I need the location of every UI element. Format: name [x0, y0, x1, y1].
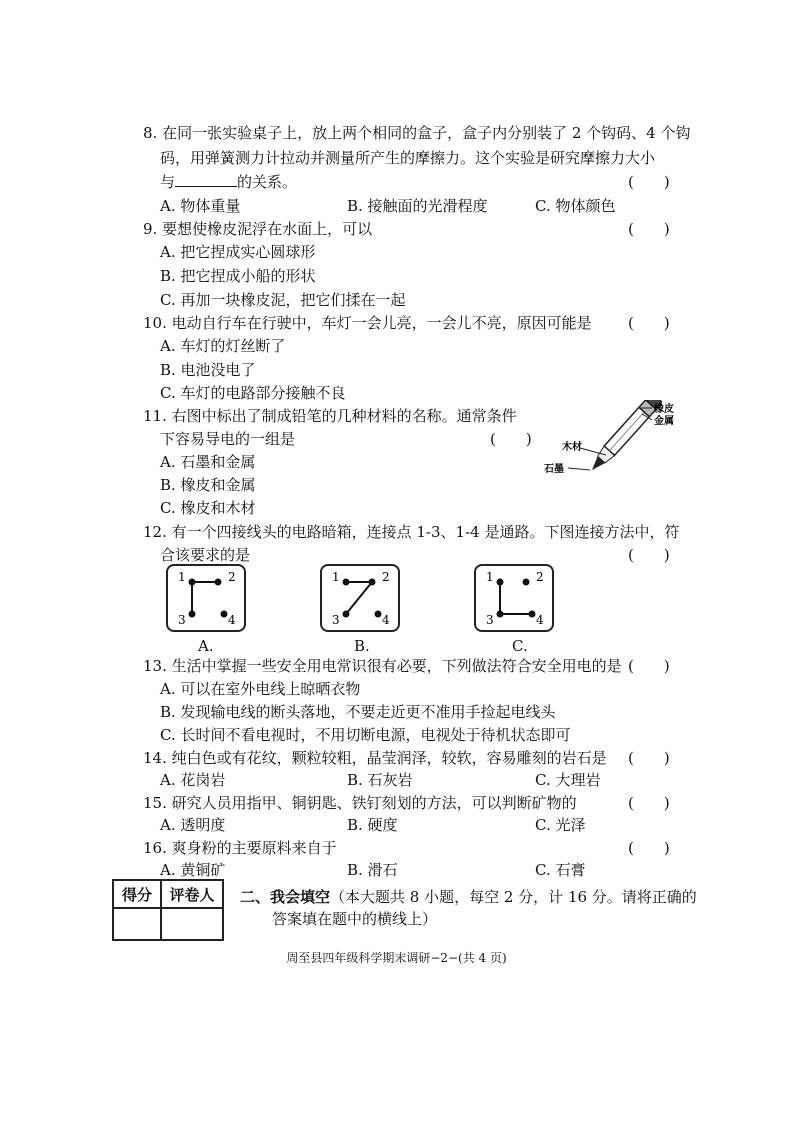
q14-answer-paren[interactable]: ( ) — [628, 749, 670, 767]
svg-text:2: 2 — [536, 570, 544, 584]
label-wood: 木材 — [562, 442, 582, 453]
grader-header: 评卷人 — [161, 880, 223, 908]
q11-answer-paren[interactable]: ( ) — [490, 430, 532, 448]
q13-option-c[interactable]: C. 长时间不看电视时，不用切断电源，电视处于待机状态即可 — [160, 726, 571, 744]
score-cell[interactable] — [113, 908, 161, 940]
circuit-box-c-label: C. — [512, 637, 528, 655]
q10-option-c[interactable]: C. 车灯的电路部分接触不良 — [160, 384, 346, 402]
page-footer: 周至县四年级科学期末调研−2−(共 4 页) — [286, 951, 507, 965]
q10-option-b[interactable]: B. 电池没电了 — [160, 361, 256, 379]
svg-text:4: 4 — [382, 613, 390, 627]
label-graphite: 石墨 — [544, 464, 564, 475]
q16-stem: 16. 爽身粉的主要原料来自于 — [143, 839, 337, 857]
q15-option-a[interactable]: A. 透明度 — [160, 816, 226, 834]
score-table — [112, 879, 224, 941]
q16-option-a[interactable]: A. 黄铜矿 — [160, 861, 226, 879]
svg-text:1: 1 — [486, 570, 494, 584]
q14-option-c[interactable]: C. 大理岩 — [535, 771, 601, 789]
q12-stem-line2: 合该要求的是 — [160, 546, 251, 564]
q10-stem: 10. 电动自行车在行驶中，车灯一会儿亮，一会儿不亮，原因可能是 — [143, 314, 592, 332]
q15-option-b[interactable]: B. 硬度 — [347, 816, 398, 834]
q12-stem-line1: 12. 有一个四接线头的电路暗箱，连接点 1-3、1-4 是通路。下图连接方法中，符 — [143, 523, 680, 541]
q15-option-c[interactable]: C. 光泽 — [535, 816, 586, 834]
svg-text:4: 4 — [536, 613, 544, 627]
q16-option-b[interactable]: B. 滑石 — [347, 861, 398, 879]
q8-option-c[interactable]: C. 物体颜色 — [535, 197, 616, 215]
q9-option-c[interactable]: C. 再加一块橡皮泥，把它们揉在一起 — [160, 291, 406, 309]
section2-heading — [240, 886, 697, 908]
q11-stem-line2: 下容易导电的一组是 — [160, 430, 296, 448]
q9-answer-paren[interactable]: ( ) — [628, 220, 670, 238]
q8-option-b[interactable]: B. 接触面的光滑程度 — [347, 197, 488, 215]
circuit-box-a-label: A. — [198, 637, 214, 655]
svg-text:4: 4 — [228, 613, 236, 627]
q8-stem-suffix: 的关系。 — [237, 173, 298, 191]
q8-stem-line3 — [160, 172, 297, 192]
q13-option-a[interactable]: A. 可以在室外电线上晾晒衣物 — [160, 680, 361, 698]
pencil-figure — [540, 400, 690, 480]
svg-text:2: 2 — [228, 570, 236, 584]
q14-option-b[interactable]: B. 石灰岩 — [347, 771, 413, 789]
q12-answer-paren[interactable]: ( ) — [628, 546, 670, 564]
q11-stem-line1: 11. 右图中标出了制成铅笔的几种材料的名称。通常条件 — [143, 407, 517, 425]
q8-stem-line2: 码，用弹簧测力计拉动并测量所产生的摩擦力。这个实验是研究摩擦力大小 — [160, 149, 656, 167]
q10-option-a[interactable]: A. 车灯的灯丝断了 — [160, 337, 286, 355]
circuit-box-b-label: B. — [354, 637, 370, 655]
label-metal: 金属 — [654, 416, 674, 427]
q14-stem: 14. 纯白色或有花纹，颗粒较粗，晶莹润泽，较软，容易雕刻的岩石是 — [143, 749, 607, 767]
q13-stem: 13. 生活中掌握一些安全用电常识很有必要，下列做法符合安全用电的是 — [143, 657, 622, 675]
q13-answer-paren[interactable]: ( ) — [628, 657, 670, 675]
q11-option-c[interactable]: C. 橡皮和木材 — [160, 499, 256, 517]
svg-text:3: 3 — [178, 613, 186, 627]
q9-stem: 9. 要想使橡皮泥浮在水面上，可以 — [143, 220, 373, 238]
svg-text:2: 2 — [382, 570, 390, 584]
q13-option-b[interactable]: B. 发现输电线的断头落地，不要走近更不准用手捡起电线头 — [160, 703, 556, 721]
section2-title: 二、我会填空 — [240, 888, 331, 906]
section2-desc-line1: （本大题共 8 小题，每空 2 分，计 16 分。请将正确的 — [330, 888, 697, 906]
section2-desc-line2: 答案填在题中的横线上） — [272, 910, 438, 928]
q16-option-c[interactable]: C. 石膏 — [535, 861, 586, 879]
svg-text:1: 1 — [332, 570, 340, 584]
svg-text:3: 3 — [332, 613, 340, 627]
score-header: 得分 — [113, 880, 161, 908]
circuit-box-c[interactable] — [474, 564, 554, 632]
q11-option-a[interactable]: A. 石墨和金属 — [160, 453, 256, 471]
q8-stem-prefix: 与 — [160, 173, 176, 191]
q8-answer-blank[interactable] — [175, 172, 237, 187]
circuit-box-b[interactable] — [320, 564, 400, 632]
q9-option-b[interactable]: B. 把它捏成小船的形状 — [160, 267, 316, 285]
q8-option-a[interactable]: A. 物体重量 — [160, 197, 241, 215]
q10-answer-paren[interactable]: ( ) — [628, 314, 670, 332]
q8-answer-paren[interactable]: ( ) — [628, 173, 670, 191]
q8-stem-line1: 8. 在同一张实验桌子上，放上两个相同的盒子，盒子内分别装了 2 个钩码、4 个钩 — [143, 124, 691, 142]
svg-text:1: 1 — [178, 570, 186, 584]
label-rubber: 橡皮 — [654, 404, 674, 415]
circuit-box-a[interactable] — [166, 564, 246, 632]
q15-answer-paren[interactable]: ( ) — [628, 794, 670, 812]
q11-option-b[interactable]: B. 橡皮和金属 — [160, 476, 256, 494]
q16-answer-paren[interactable]: ( ) — [628, 839, 670, 857]
q14-option-a[interactable]: A. 花岗岩 — [160, 771, 226, 789]
svg-text:3: 3 — [486, 613, 494, 627]
q15-stem: 15. 研究人员用指甲、铜钥匙、铁钉刻划的方法，可以判断矿物的 — [143, 794, 577, 812]
q9-option-a[interactable]: A. 把它捏成实心圆球形 — [160, 243, 316, 261]
grader-cell[interactable] — [161, 908, 223, 940]
